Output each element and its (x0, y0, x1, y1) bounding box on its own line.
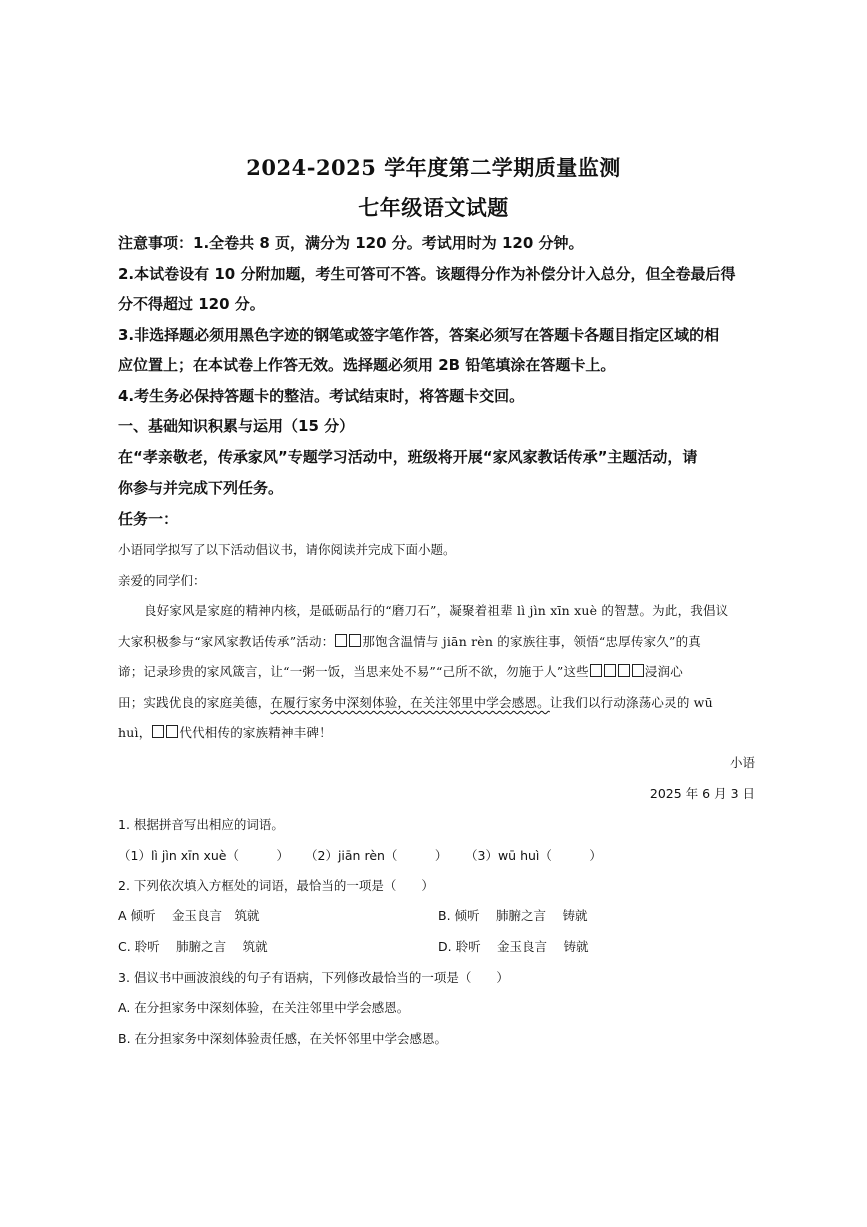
question-3-stem: 3. 倡议书中画波浪线的句子有语病，下列修改最恰当的一项是（ ） (118, 970, 509, 985)
question-3-option-a: A. 在分担家务中深刻体验，在关注邻里中学会感恩。 (118, 1000, 410, 1015)
letter-text: 代代相传的家族精神丰碑！ (179, 725, 332, 740)
blank-box (349, 634, 361, 647)
blank-box (632, 664, 644, 677)
letter-paragraph-line-4 (118, 693, 713, 711)
letter-paragraph-line-3 (118, 662, 683, 680)
blank-box (335, 634, 347, 647)
letter-lead: 小语同学拟写了以下活动倡议书，请你阅读并完成下面小题。 (118, 542, 456, 557)
note-line-2a: 2.本试卷设有 10 分附加题，考生可答可不答。该题得分作为补偿分计入总分，但全卷最后得 (118, 265, 736, 283)
letter-paragraph-line-1: 良好家风是家庭的精神内核，是砥砺品行的“磨刀石”，凝聚着祖辈 lì jìn xīn xuè 的智慧。为此，我倡议 (144, 603, 729, 618)
blank-box (604, 664, 616, 677)
question-3-option-b: B. 在分担家务中深刻体验责任感，在关怀邻里中学会感恩。 (118, 1031, 448, 1046)
exam-subtitle: 七年级语文试题 (358, 195, 509, 220)
blank-box (618, 664, 630, 677)
question-2-option-a: A 倾听 金玉良言 筑就 (118, 908, 260, 923)
question-1-item-3: （3）wū huì（ ） (465, 848, 602, 863)
blank-box (590, 664, 602, 677)
note-line-3a: 3.非选择题必须用黑色字迹的钢笔或签字笔作答，答案必须写在答题卡各题目指定区域的相 (118, 326, 720, 344)
letter-signature: 小语 (729, 755, 755, 770)
note-line-2b: 分不得超过 120 分。 (118, 295, 265, 313)
note-line-3b: 应位置上；在本试卷上作答无效。选择题必须用 2B 铅笔填涂在答题卡上。 (118, 356, 616, 374)
letter-paragraph-line-2 (118, 632, 701, 650)
section-intro-a: 在“孝亲敬老，传承家风”专题学习活动中，班级将开展“家风家教话传承”主题活动，请 (118, 448, 698, 466)
letter-greeting: 亲爱的同学们： (118, 573, 206, 588)
blank-box (166, 725, 178, 738)
question-2-option-b: B. 倾听 肺腑之言 铸就 (438, 908, 588, 923)
letter-text: 那饱含温情与 jiān rèn 的家族往事，领悟“忠厚传家久”的真 (362, 634, 701, 649)
task-heading: 任务一： (118, 510, 179, 528)
letter-text: 浸润心 (644, 664, 683, 679)
letter-date: 2025 年 6 月 3 日 (649, 786, 755, 801)
section-intro-b: 你参与并完成下列任务。 (118, 479, 284, 497)
question-1-item-1: （1）lì jìn xīn xuè（ ） (118, 848, 289, 863)
question-2-stem: 2. 下列依次填入方框处的词语，最恰当的一项是（ ） (118, 878, 434, 893)
letter-paragraph-line-5 (118, 723, 332, 741)
letter-text: huì， (118, 725, 152, 740)
question-1-stem: 1. 根据拼音写出相应的词语。 (118, 817, 284, 832)
letter-text: 田；实践优良的家庭美德， (118, 695, 271, 710)
note-line-1: 注意事项：1.全卷共 8 页，满分为 120 分。考试用时为 120 分钟。 (118, 234, 584, 252)
section-heading: 一、基础知识积累与运用（15 分） (118, 417, 355, 435)
letter-text: 大家积极参与“家风家教话传承”活动： (118, 634, 335, 649)
blank-box (152, 725, 164, 738)
question-1-item-2: （2）jiān rèn（ ） (305, 848, 448, 863)
wavy-underlined-sentence: 在履行家务中深刻体验，在关注邻里中学会感恩。 (270, 695, 550, 710)
note-line-4: 4.考生务必保持答题卡的整洁。考试结束时，将答题卡交回。 (118, 387, 525, 405)
letter-text: 谛；记录珍贵的家风箴言，让“一粥一饭，当思来处不易”“己所不欲，勿施于人”这些 (118, 664, 589, 679)
question-2-option-c: C. 聆听 肺腑之言 筑就 (118, 939, 268, 954)
letter-text: 让我们以行动涤荡心灵的 wū (549, 695, 713, 710)
exam-title: 2024-2025 学年度第二学期质量监测 (246, 155, 621, 180)
question-2-option-d: D. 聆听 金玉良言 铸就 (438, 939, 589, 954)
